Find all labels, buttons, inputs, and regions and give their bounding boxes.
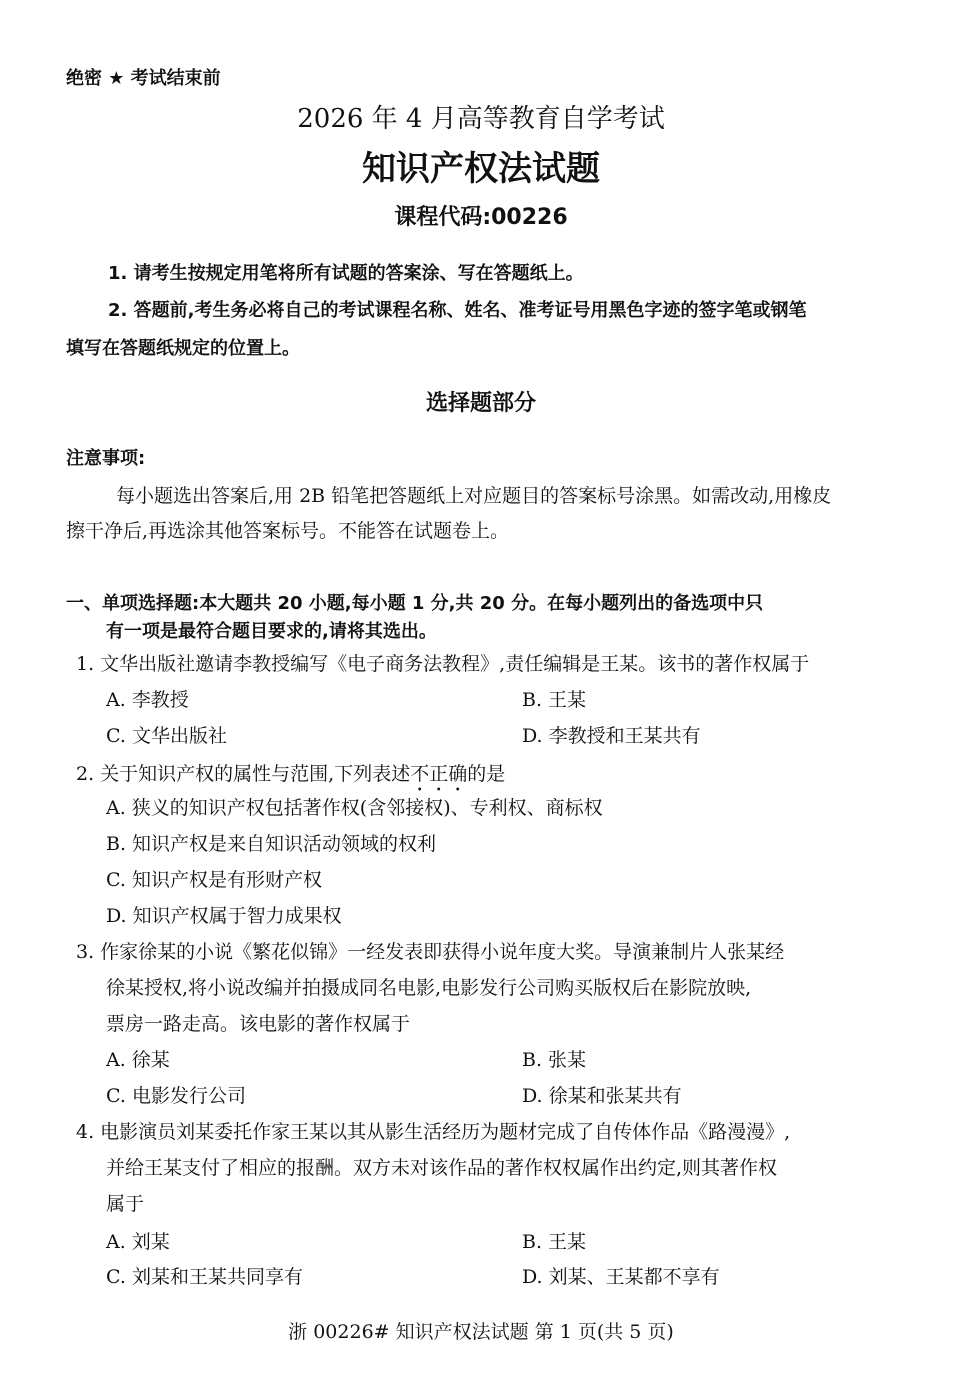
question-2-option-d: D. 知识产权属于智力成果权 <box>106 905 342 927</box>
question-1-option-b: B. 王某 <box>522 689 587 711</box>
question-2-option-b: B. 知识产权是来自知识活动领域的权利 <box>106 833 437 855</box>
question-4-stem-line3: 属于 <box>106 1193 145 1215</box>
notes-label: 注意事项: <box>66 448 146 469</box>
question-4-option-a: A. 刘某 <box>106 1231 170 1253</box>
question-2-option-a: A. 狭义的知识产权包括著作权(含邻接权)、专利权、商标权 <box>106 797 603 819</box>
notes-line1: 每小题选出答案后,用 2B 铅笔把答题纸上对应题目的答案标号涂黑。如需改动,用橡皮 <box>116 485 832 507</box>
question-1-option-a: A. 李教授 <box>106 689 189 711</box>
question-4-option-b: B. 王某 <box>522 1231 587 1253</box>
notes-line2: 擦干净后,再选涂其他答案标号。不能答在试题卷上。 <box>66 520 510 542</box>
part1-heading-line2: 有一项是最符合题目要求的,请将其选出。 <box>106 621 437 642</box>
question-3-stem-line1: 3. 作家徐某的小说《繁花似锦》一经发表即获得小说年度大奖。导演兼制片人张某经 <box>76 941 785 963</box>
question-2-stem <box>76 763 505 796</box>
part1-heading-line1: 一、单项选择题:本大题共 20 小题,每小题 1 分,共 20 分。在每小题列出的备选项中只 <box>66 593 764 614</box>
question-4-stem-line2: 并给王某支付了相应的报酬。双方未对该作品的著作权权属作出约定,则其著作权 <box>106 1157 778 1179</box>
question-2-stem-before: 2. 关于知识产权的属性与范围,下列表述 <box>76 763 411 785</box>
question-3-option-d: D. 徐某和张某共有 <box>522 1085 682 1107</box>
question-1-stem: 1. 文华出版社邀请李教授编写《电子商务法教程》,责任编辑是王某。该书的著作权属于 <box>76 653 810 675</box>
instruction-1: 1. 请考生按规定用笔将所有试题的答案涂、写在答题纸上。 <box>108 263 584 284</box>
question-3-stem-line3: 票房一路走高。该电影的著作权属于 <box>106 1013 411 1035</box>
question-3-stem-line2: 徐某授权,将小说改编并拍摄成同名电影,电影发行公司购买版权后在影院放映, <box>106 977 752 999</box>
question-4-option-d: D. 刘某、王某都不享有 <box>522 1266 720 1288</box>
instruction-2-line2: 填写在答题纸规定的位置上。 <box>66 338 300 359</box>
instruction-2-line1: 2. 答题前,考生务必将自己的考试课程名称、姓名、准考证号用黑色字迹的签字笔或钢笔 <box>108 300 807 321</box>
question-3-option-b: B. 张某 <box>522 1049 587 1071</box>
question-1-option-c: C. 文华出版社 <box>106 725 227 747</box>
question-4-stem-line1: 4. 电影演员刘某委托作家王某以其从影生活经历为题材完成了自传体作品《路漫漫》, <box>76 1121 791 1143</box>
confidential-label: 绝密 ★ 考试结束前 <box>66 68 221 89</box>
exam-title: 2026 年 4 月高等教育自学考试 <box>297 104 665 134</box>
question-3-option-a: A. 徐某 <box>106 1049 170 1071</box>
question-3-option-c: C. 电影发行公司 <box>106 1085 246 1107</box>
question-1-option-d: D. 李教授和王某共有 <box>522 725 701 747</box>
page-footer: 浙 00226# 知识产权法试题 第 1 页(共 5 页) <box>288 1321 674 1343</box>
question-2-stem-after: 的是 <box>467 763 506 785</box>
section-title: 选择题部分 <box>425 391 536 416</box>
subject-title: 知识产权法试题 <box>362 149 600 189</box>
question-4-option-c: C. 刘某和王某共同享有 <box>106 1266 303 1288</box>
course-code: 课程代码:00226 <box>394 205 568 230</box>
question-2-emphasis: 不正确 <box>410 763 468 785</box>
question-2-option-c: C. 知识产权是有形财产权 <box>106 869 322 891</box>
